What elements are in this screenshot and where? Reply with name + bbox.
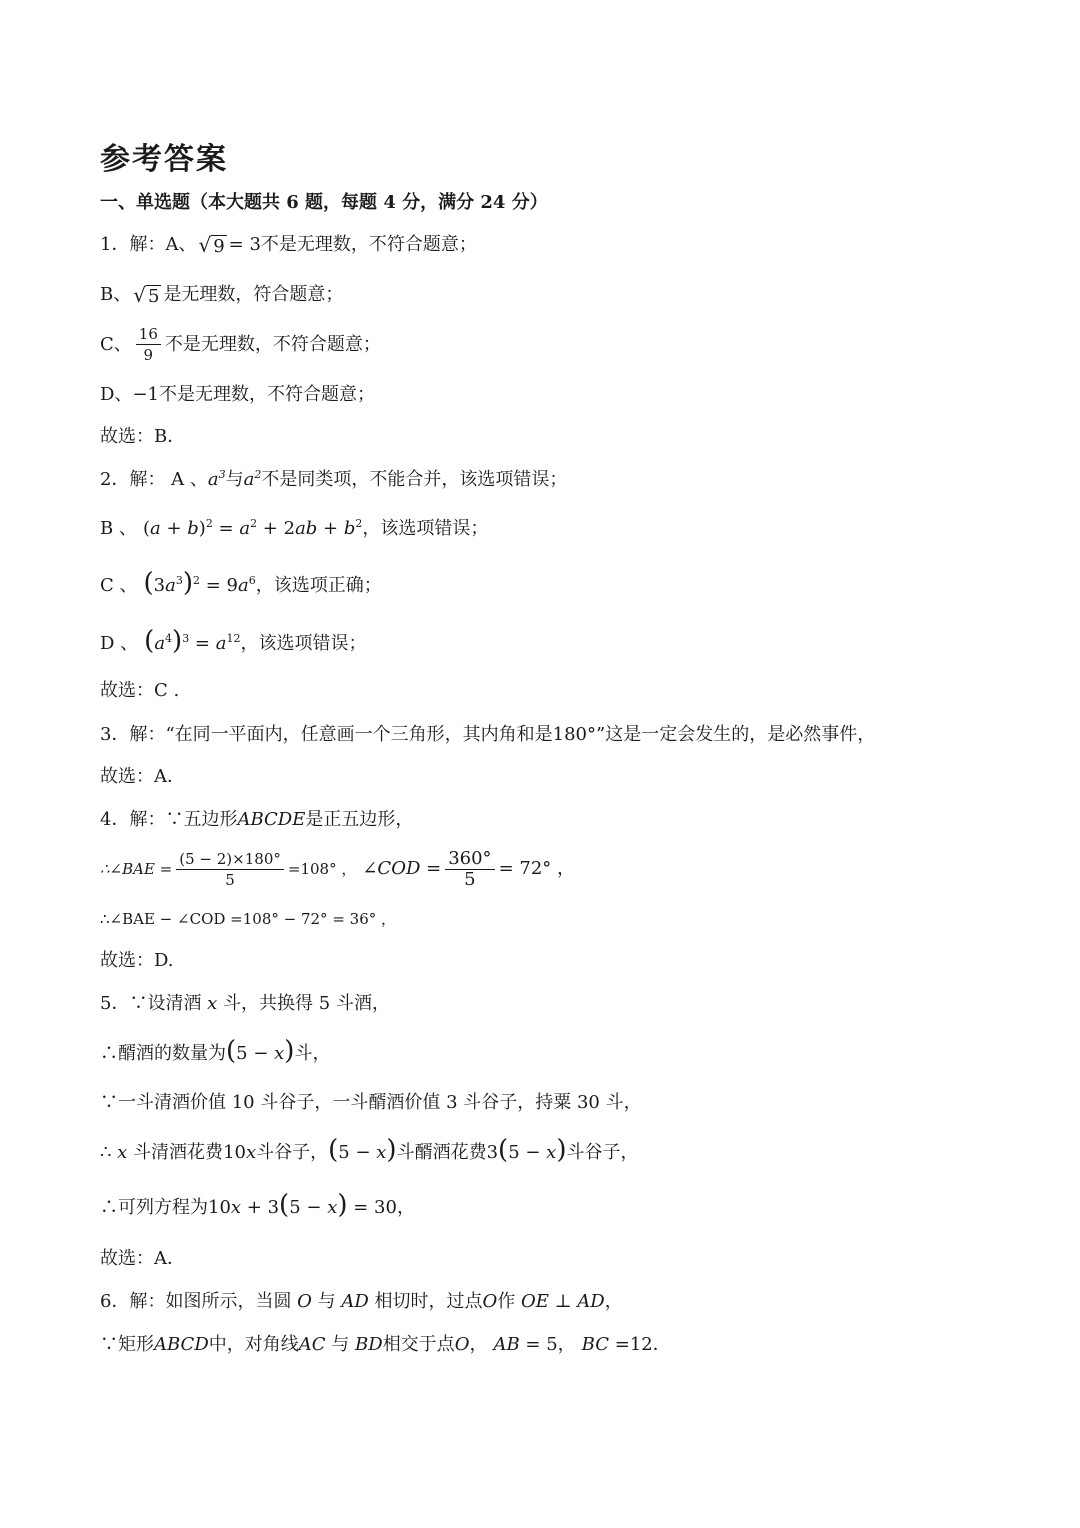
q6-line-2: ∵矩形 ABCD 中，对角线 AC 与 BD 相交于点 O ， AB = 5 ， BC =12 ．: [100, 1334, 671, 1355]
q4-line-a: 4．解：∵五边形 ABCDE 是正五边形，: [100, 809, 414, 830]
q1-answer: 故选：B．: [100, 426, 186, 447]
q3-answer: 故选：A．: [100, 766, 185, 787]
sqrt-5: √ 5: [133, 282, 160, 307]
q2-d-formula: $(a^4)^3 = a^{12}$: [144, 626, 241, 656]
q2-line-a: 2．解： A 、 $a^3$ 与 $a^2$ 不是同类项，不能合并，该选项错误；: [100, 468, 568, 490]
q4-line-b: ∴∠BAE = $\frac{(5 - 2)\times 180^\circ}{5}$ =108° ， ∠COD = $\frac{360^\circ}{5}$ = 72° ，: [100, 847, 575, 890]
q5-line-3: ∵一斗清酒价值 10 斗谷子，一斗醑酒价值 3 斗谷子，持粟 30 斗，: [100, 1092, 642, 1113]
q4-line-c: ∴∠BAE − ∠COD =108° − 72° = 36° ，: [100, 910, 397, 928]
q2-answer: 故选：C .: [100, 680, 180, 701]
q6-line-1: 6．解：如图所示，当圆 O 与 AD 相切时，过点 O 作 OE ⊥ AD ，: [100, 1291, 623, 1312]
q1-line-d: D、 −1 不是无理数，不符合题意；: [100, 384, 375, 405]
q1-line-a: 1．解：A、 √ 9 = 3 不是无理数，不符合题意；: [100, 232, 477, 257]
q5-line-2: ∴醑酒的数量为 (5 − x) 斗，: [100, 1038, 330, 1069]
q5-expr: (5 − x): [226, 1036, 295, 1066]
q3-line: 3．解：“在同一平面内，任意画一个三角形，其内角和是180°”这是一定会发生的，是必然事件，: [100, 724, 876, 745]
page-title: 参考答案: [100, 142, 228, 177]
q2-b-formula: $(a + b)^2 = a^2 + 2ab + b^2$: [142, 517, 363, 539]
q5-line-1: 5．∵设清酒 x 斗，共换得 5 斗酒，: [100, 993, 390, 1014]
q2-c-formula: $(3a^3)^2 = 9a^6$: [143, 568, 256, 598]
q1-line-b: B、 √ 5 是无理数，符合题意；: [100, 282, 344, 307]
section-heading: 一、单选题（本大题共 6 题，每题 4 分，满分 24 分）: [100, 192, 548, 213]
q5-equation: 10x + 3(5 − x) = 30: [208, 1190, 397, 1220]
sqrt-9: √ 9: [198, 232, 225, 257]
q4-fraction-2: $\frac{360^\circ}{5}$: [445, 849, 494, 890]
q5-line-5: ∴可列方程为 10x + 3(5 − x) = 30 ，: [100, 1192, 415, 1223]
q1-line-c: C、 $\frac{16}{9}$ 不是无理数，不符合题意；: [100, 325, 381, 364]
q4-answer: 故选：D.: [100, 950, 174, 971]
q4-fraction-1: $\frac{(5 - 2)\times 180^\circ}{5}$: [176, 849, 284, 890]
q5-line-4: ∴ x 斗清酒花费 10x 斗谷子， (5 − x) 斗醑酒花费 3(5 − x) 斗谷子，: [100, 1135, 639, 1165]
fraction-16-9: $\frac{16}{9}$: [136, 324, 161, 365]
q2-line-d: D 、 $(a^4)^3 = a^{12}$ ，该选项错误；: [100, 628, 366, 659]
q2-line-c: C 、 $(3a^3)^2 = 9a^6$ ，该选项正确；: [100, 570, 382, 601]
q5-answer: 故选：A．: [100, 1248, 185, 1269]
q2-line-b: B 、 $(a + b)^2 = a^2 + 2ab + b^2$ ，该选项错误；: [100, 514, 488, 544]
